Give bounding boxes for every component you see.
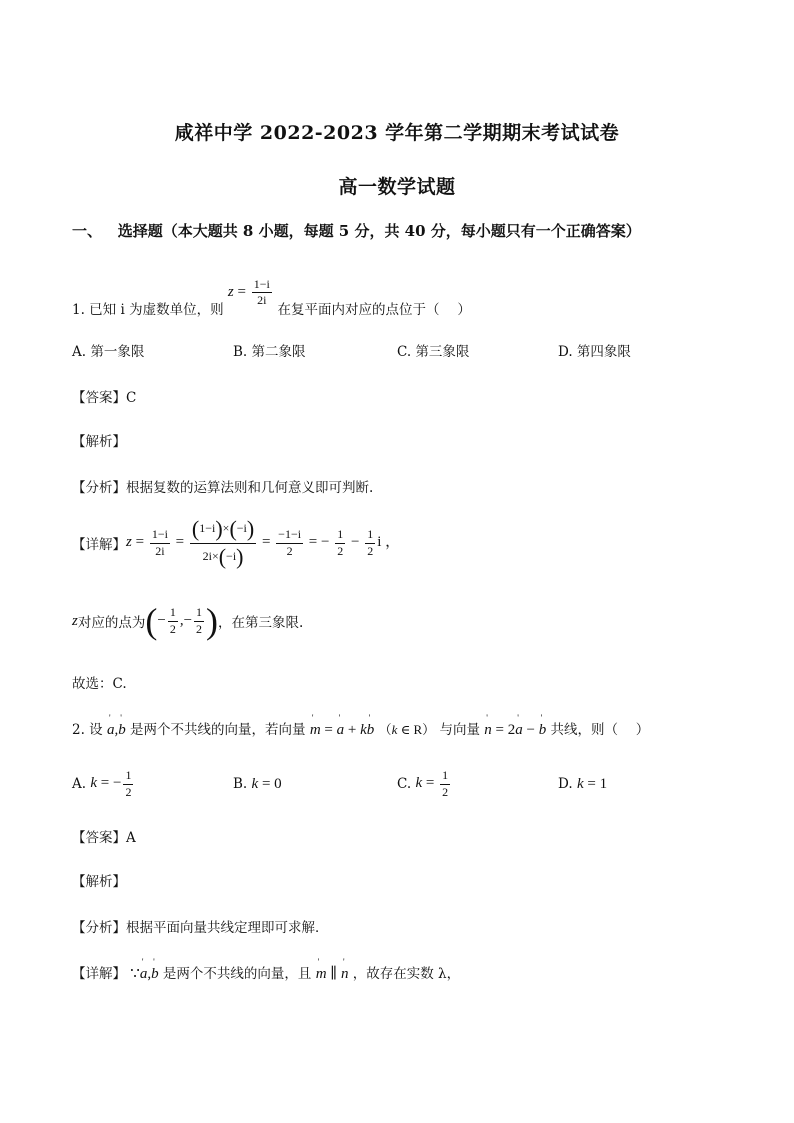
q1-answer-tag: 【答案】	[72, 390, 126, 406]
exam-subtitle: 高一数学试题	[338, 176, 456, 198]
q2-mid1: 是两个不共线的向量，若向量	[130, 722, 306, 738]
question-2-stem	[72, 718, 649, 739]
q1-option-b: B. 第二象限	[233, 344, 306, 360]
q1-answer-value: C	[126, 390, 137, 406]
q2-option-c-label: C.	[397, 776, 412, 792]
q1-fenxi-tag: 【分析】	[72, 480, 126, 496]
q2-mid2: 与向量	[439, 722, 480, 738]
q1-detail-formula: z = $\frac{1-i}{2i}$ = $\frac{(1-i)\times(-i)}{2i\times(-i)}$ = $\frac{-1-i}{2}$ = − $\frac{1}{2}$ − $\frac{1}{2}$ i ，	[126, 516, 401, 569]
q2-parallel-relation: ' m ∥ ' n	[316, 966, 349, 982]
q2-option-b	[233, 764, 282, 804]
q2-option-d	[558, 764, 607, 804]
q2-option-a-value: k = − $\frac{1}{2}$	[90, 768, 132, 799]
q2-detail-mid: 是两个不共线的向量，且	[162, 966, 312, 982]
q2-k-condition: （k ∈ R）	[378, 722, 436, 737]
q2-option-b-value: k = 0	[251, 775, 282, 792]
q2-fenxi-text: 根据平面向量共线定理即可求解．	[126, 920, 329, 936]
q2-option-a	[72, 764, 135, 804]
q2-answer-value: A	[126, 830, 136, 846]
q1-conclusion: 故选：C.	[72, 676, 127, 692]
q2-vector-m: ' m = ' a + k' b	[310, 722, 374, 738]
q1-answer	[72, 386, 136, 406]
question-1-stem	[72, 270, 471, 320]
q2-option-c	[397, 764, 452, 804]
q1-point-formula: (− $\frac{1}{2}$ ,− $\frac{1}{2}$ )	[145, 601, 219, 641]
q2-fenxi	[72, 916, 329, 936]
q1-point	[72, 596, 303, 646]
q1-prefix: 1. 已知 i 为虚数单位，则	[72, 302, 224, 319]
q2-answer	[72, 826, 136, 846]
q2-vector-n: ' n = 2' a − ' b	[484, 722, 546, 738]
q2-suffix: 共线，则（ ）	[550, 722, 650, 738]
q2-option-d-value: k = 1	[576, 775, 608, 792]
q2-option-c-value: k = $\frac{1}{2}$	[415, 768, 449, 799]
q1-option-c: C. 第三象限	[397, 344, 470, 360]
q2-option-b-label: B.	[233, 776, 248, 792]
q1-detail	[72, 518, 400, 568]
q2-prefix: 2. 设	[72, 722, 103, 738]
q2-option-d-label: D.	[558, 776, 573, 792]
q1-analysis-tag: 【解析】	[72, 434, 126, 450]
section-number: 一、	[72, 222, 103, 240]
q1-z-symbol: z	[72, 612, 78, 629]
q1-z-expression: z = $\frac{1-i}{2i}$	[227, 277, 270, 308]
q1-suffix: 在复平面内对应的点位于（ ）	[277, 302, 471, 319]
q2-vectors-ab: ' a,' b	[107, 722, 126, 738]
section-label: 选择题（本大题共 8 小题，每题 5 分，共 40 分，每小题只有一个正确答案）	[117, 222, 641, 240]
q2-detail-tag: 【详解】	[72, 966, 126, 982]
q2-option-a-label: A.	[72, 776, 87, 792]
q1-option-d: D. 第四象限	[558, 344, 631, 360]
q1-option-a: A. 第一象限	[72, 344, 145, 360]
q1-point-text: 对应的点为	[77, 615, 146, 631]
q1-point-suffix: ，在第三象限.	[218, 615, 304, 631]
q2-fenxi-tag: 【分析】	[72, 920, 126, 936]
q1-detail-tag: 【详解】	[72, 537, 126, 553]
q1-fenxi-text: 根据复数的运算法则和几何意义即可判断.	[126, 480, 374, 496]
q2-answer-tag: 【答案】	[72, 830, 126, 846]
q2-analysis-tag: 【解析】	[72, 874, 126, 890]
q1-fenxi	[72, 476, 373, 496]
section-heading	[72, 220, 641, 241]
q2-detail-suffix: ，故存在实数 λ，	[352, 966, 461, 982]
exam-title: 咸祥中学 2022-2023 学年第二学期期末考试试卷	[174, 122, 620, 144]
q2-detail	[72, 962, 460, 983]
q2-because-vectors: ∵' a,' b	[130, 966, 158, 982]
